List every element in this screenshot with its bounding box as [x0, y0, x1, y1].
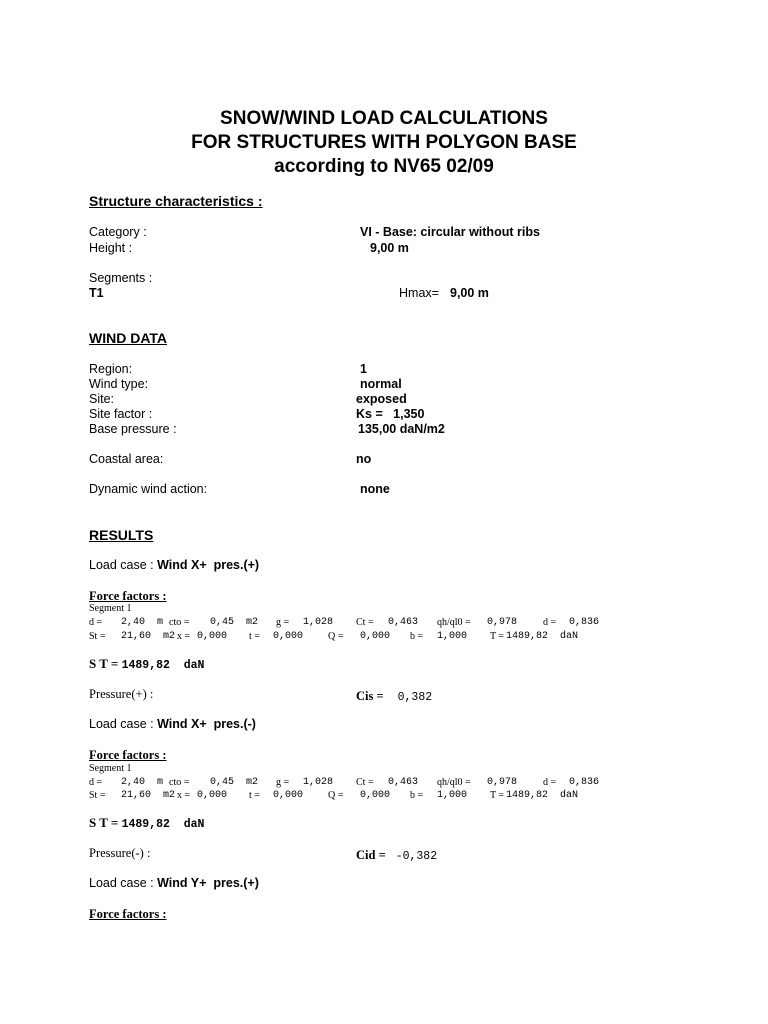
region-label: Region:: [89, 362, 133, 376]
ct-label: Ct =: [356, 617, 374, 628]
document-title-line-3: according to NV65 02/09: [274, 156, 494, 177]
segments-label: Segments :: [89, 271, 153, 285]
x-label: x =: [177, 790, 191, 801]
qh-value: 0,978: [487, 777, 518, 788]
structure-heading: Structure characteristics :: [89, 193, 263, 209]
g-label: g =: [276, 777, 290, 788]
t-value: 0,000: [273, 631, 304, 642]
sum-value: 1489,82 daN: [121, 659, 205, 672]
load-case-3: [89, 877, 259, 890]
wind-type-label: Wind type:: [89, 377, 149, 391]
d2-value: 0,836: [569, 777, 600, 788]
q-value: 0,000: [360, 631, 391, 642]
pressure-label: Pressure(-) :: [89, 846, 151, 860]
ct-value: 0,463: [388, 617, 419, 628]
pressure-coefficient: [356, 847, 437, 863]
coef-value: -0,382: [395, 850, 438, 863]
hmax-value: 9,00 m: [450, 286, 489, 300]
dynamic-wind-label: Dynamic wind action:: [89, 482, 208, 496]
force-factors-label: Force factors :: [89, 907, 167, 921]
qh-value: 0,978: [487, 617, 518, 628]
t-label: t =: [249, 631, 260, 642]
segment-name: T1: [89, 286, 104, 300]
load-case-label: Load case :: [89, 558, 158, 572]
g-label: g =: [276, 617, 290, 628]
load-case-label: Load case :: [89, 717, 158, 731]
st-value: 21,60 m2: [121, 790, 176, 801]
q-label: Q =: [328, 790, 344, 801]
load-case-label: Load case :: [89, 876, 158, 890]
hmax-label: Hmax=: [399, 286, 439, 300]
region-value: 1: [360, 362, 367, 376]
b-label: b =: [410, 631, 424, 642]
site-factor-value: Ks = 1,350: [356, 407, 425, 421]
load-case-name: Wind X+ pres.(-): [157, 717, 256, 731]
sum-total: [89, 816, 204, 831]
base-pressure-label: Base pressure :: [89, 422, 177, 436]
d2-label: d =: [543, 777, 557, 788]
load-case-1: [89, 559, 259, 572]
total-force-value: 1489,82 daN: [506, 790, 579, 801]
sum-label: S T =: [89, 815, 119, 830]
dynamic-wind-value: none: [360, 482, 390, 496]
load-case-name: Wind X+ pres.(+): [157, 558, 260, 572]
qh-label: qh/ql0 =: [437, 617, 471, 628]
load-case-name: Wind Y+ pres.(+): [157, 876, 259, 890]
d2-value: 0,836: [569, 617, 600, 628]
coastal-area-label: Coastal area:: [89, 452, 164, 466]
g-value: 1,028: [303, 617, 334, 628]
coef-value: 0,382: [397, 691, 433, 704]
t-label: t =: [249, 790, 260, 801]
base-pressure-value: 135,00 daN/m2: [358, 422, 445, 436]
sum-value: 1489,82 daN: [121, 818, 205, 831]
total-force-value: 1489,82 daN: [506, 631, 579, 642]
total-force-label: T =: [490, 790, 505, 801]
sum-label: S T =: [89, 656, 119, 671]
st-value: 21,60 m2: [121, 631, 176, 642]
b-value: 1,000: [437, 790, 468, 801]
d-value: 2,40 m: [121, 617, 164, 628]
x-label: x =: [177, 631, 191, 642]
ct-value: 0,463: [388, 777, 419, 788]
segment-label: Segment 1: [89, 603, 132, 614]
q-value: 0,000: [360, 790, 391, 801]
pressure-coefficient: [356, 688, 432, 704]
coastal-area-value: no: [356, 452, 372, 466]
site-label: Site:: [89, 392, 115, 406]
document-title-line-1: SNOW/WIND LOAD CALCULATIONS: [220, 108, 548, 129]
b-value: 1,000: [437, 631, 468, 642]
cto-label: cto =: [169, 617, 190, 628]
coef-label: Cis =: [356, 689, 384, 703]
coef-label: Cid =: [356, 848, 386, 862]
qh-label: qh/ql0 =: [437, 777, 471, 788]
ct-label: Ct =: [356, 777, 374, 788]
results-heading: RESULTS: [89, 527, 154, 543]
b-label: b =: [410, 790, 424, 801]
t-value: 0,000: [273, 790, 304, 801]
category-value: VI - Base: circular without ribs: [360, 225, 540, 239]
force-factors-label: Force factors :: [89, 589, 167, 603]
d-value: 2,40 m: [121, 777, 164, 788]
cto-label: cto =: [169, 777, 190, 788]
force-factors-label: Force factors :: [89, 748, 167, 762]
cto-value: 0,45 m2: [210, 777, 259, 788]
x-value: 0,000: [197, 631, 228, 642]
st-label: St =: [89, 631, 106, 642]
wind-type-value: normal: [360, 377, 402, 391]
d-label: d =: [89, 617, 103, 628]
cto-value: 0,45 m2: [210, 617, 259, 628]
height-value: 9,00 m: [370, 241, 409, 255]
wind-data-heading: WIND DATA: [89, 330, 168, 346]
segment-label: Segment 1: [89, 763, 132, 774]
sum-total: [89, 657, 204, 672]
site-factor-label: Site factor :: [89, 407, 153, 421]
x-value: 0,000: [197, 790, 228, 801]
g-value: 1,028: [303, 777, 334, 788]
site-value: exposed: [356, 392, 407, 406]
load-case-2: [89, 718, 256, 731]
q-label: Q =: [328, 631, 344, 642]
d2-label: d =: [543, 617, 557, 628]
document-title-line-2: FOR STRUCTURES WITH POLYGON BASE: [191, 132, 577, 153]
height-label: Height :: [89, 241, 133, 255]
st-label: St =: [89, 790, 106, 801]
pressure-label: Pressure(+) :: [89, 687, 154, 701]
category-label: Category :: [89, 225, 147, 239]
total-force-label: T =: [490, 631, 505, 642]
d-label: d =: [89, 777, 103, 788]
